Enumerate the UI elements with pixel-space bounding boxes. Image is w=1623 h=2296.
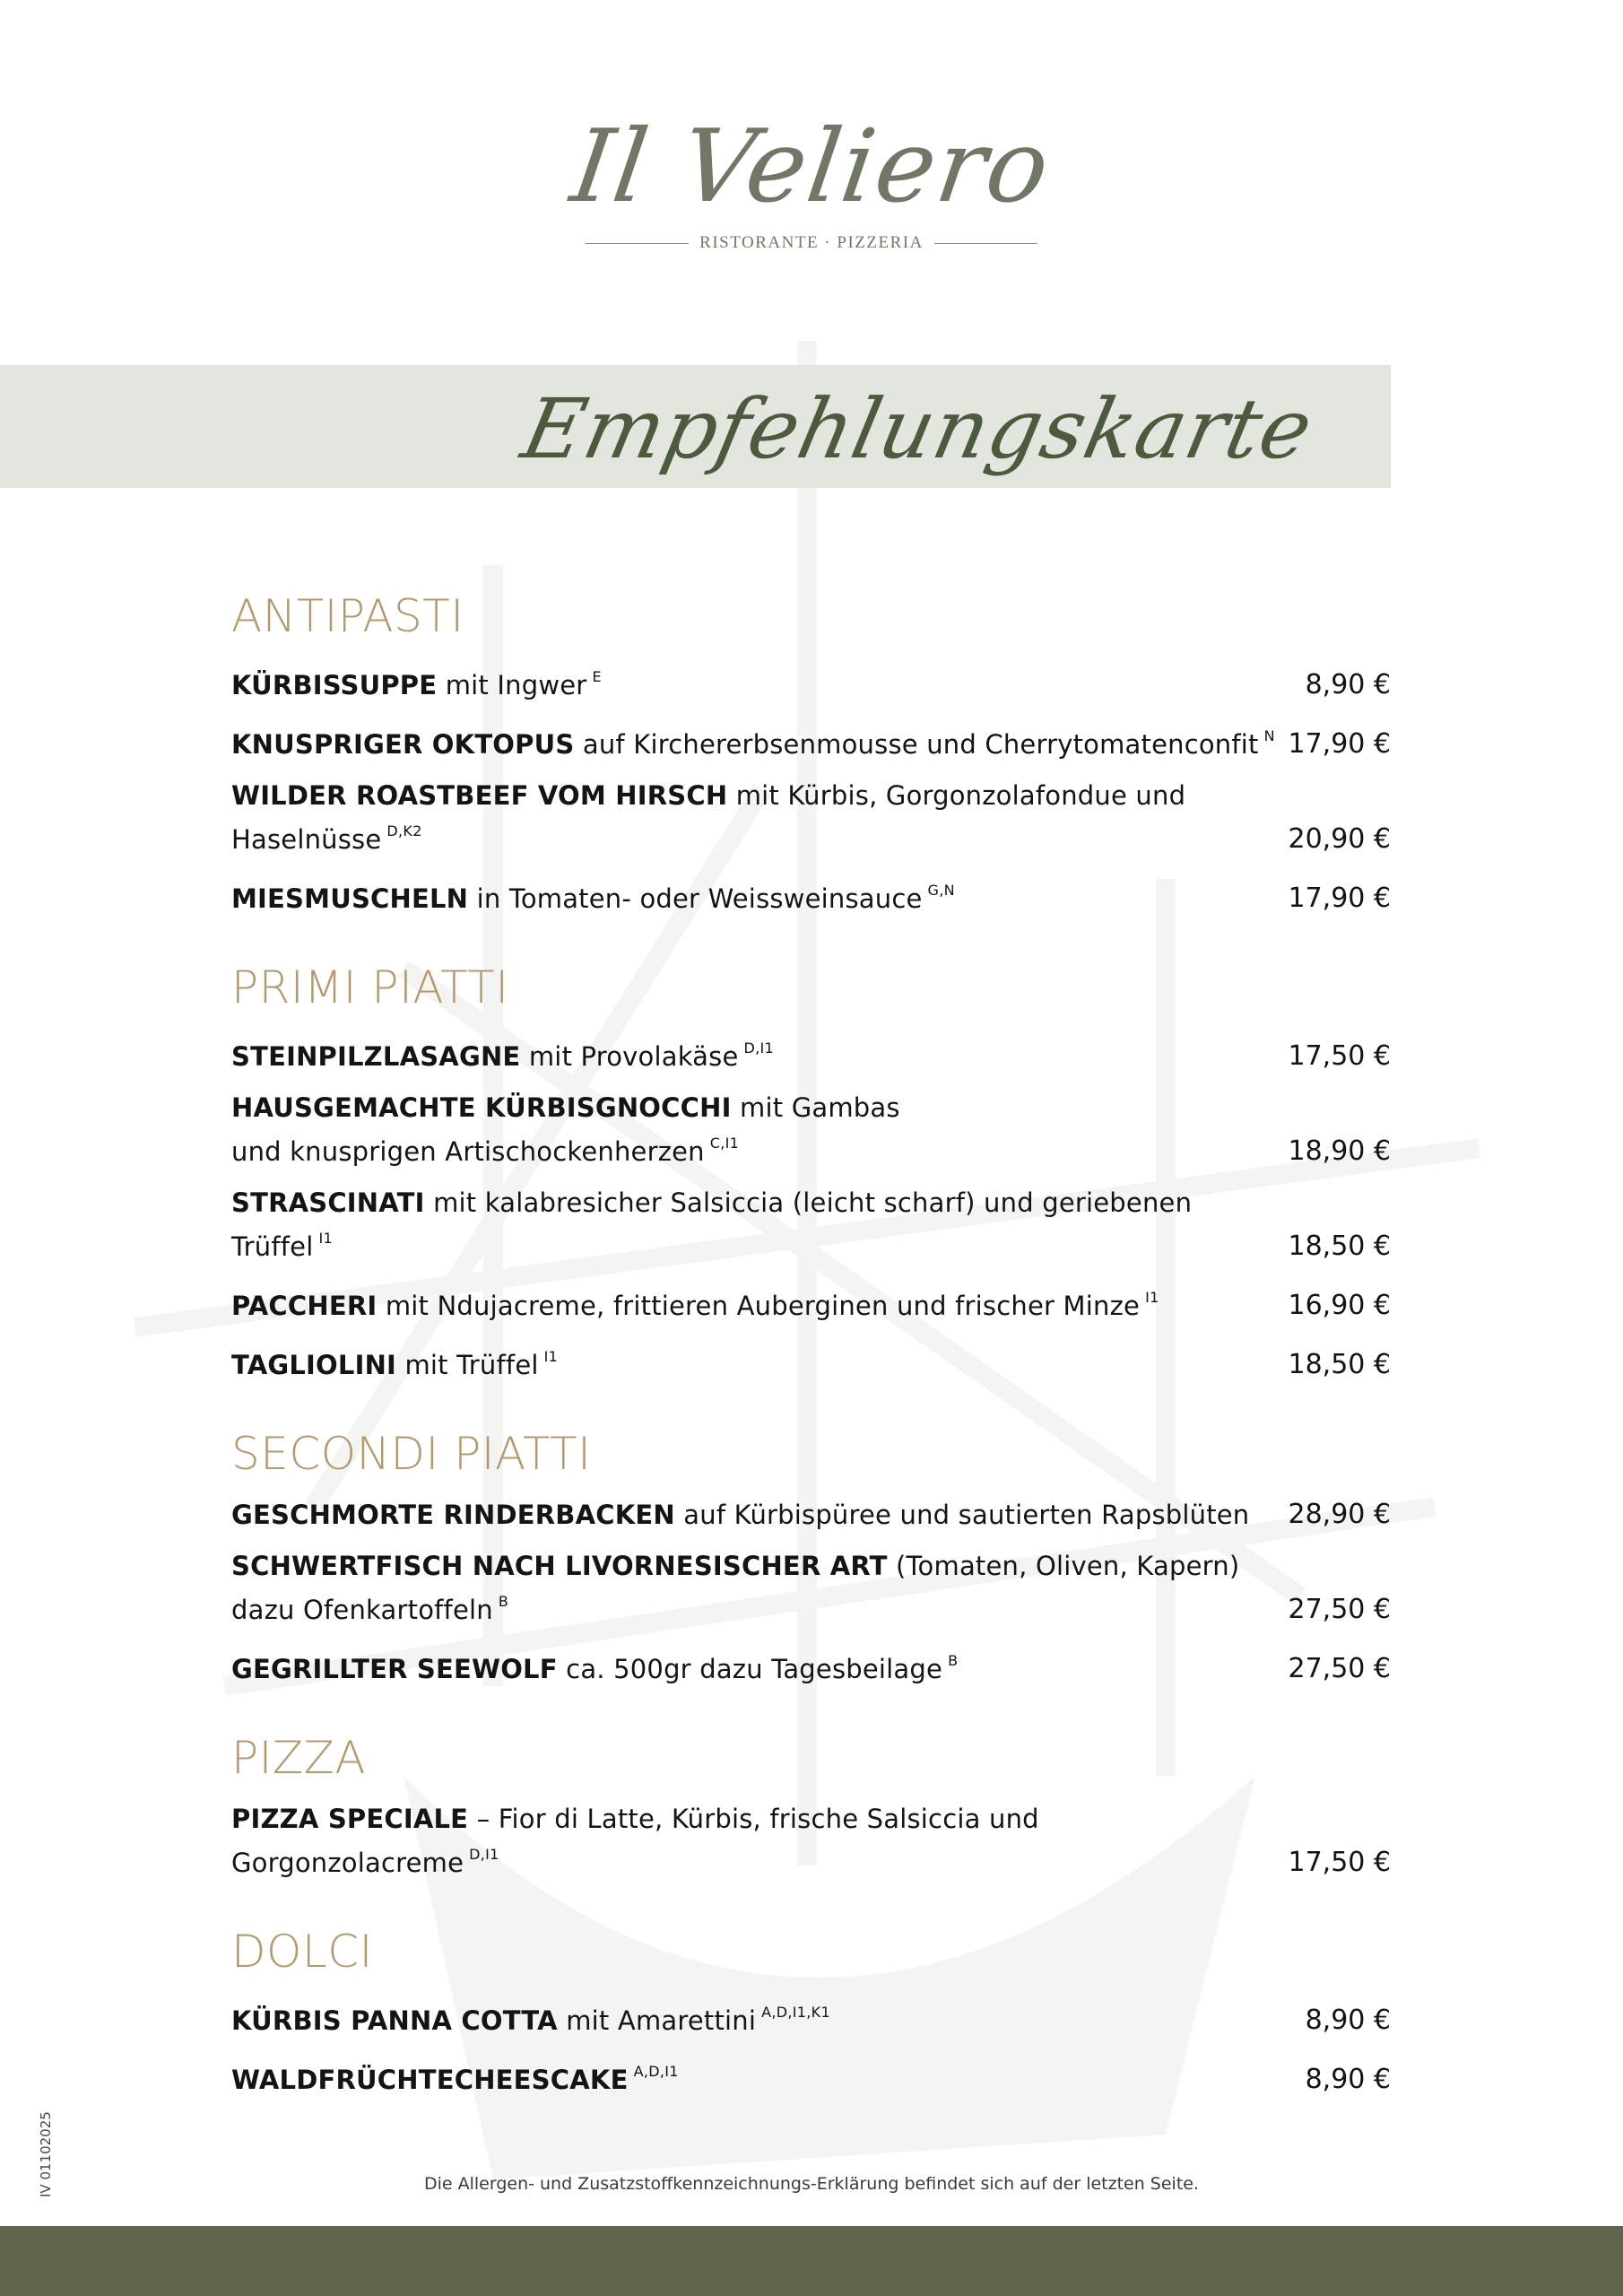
menu-item-text — [231, 1548, 1239, 1628]
dish-name: HAUSGEMACHTE KÜRBISGNOCCHI — [231, 1092, 732, 1123]
menu-item — [231, 1185, 1391, 1265]
dish-description: mit Gambas — [740, 1092, 900, 1123]
menu-item — [231, 1995, 1391, 2039]
dish-price: 18,50 € — [1288, 1231, 1391, 1262]
menu-item-text — [231, 1643, 958, 1687]
menu-item-text — [231, 1031, 774, 1074]
dish-name: GEGRILLTER SEEWOLF — [231, 1654, 558, 1684]
logo-name: Il Veliero — [565, 109, 1058, 225]
menu-content — [231, 592, 1391, 2144]
allergen-codes: C,I1 — [709, 1135, 740, 1152]
dish-name: TAGLIOLINI — [231, 1350, 397, 1380]
dish-description: mit Ndujacreme, frittieren Auberginen und frischer Minze — [385, 1291, 1141, 1321]
dish-description: – Fior di Latte, Kürbis, frische Salsiccia und Gorgonzolacreme — [231, 1804, 1039, 1878]
section-title: ANTIPASTI — [231, 590, 464, 642]
menu-section — [231, 1927, 1391, 2098]
version-code: IV 01102025 — [38, 2111, 54, 2197]
allergen-codes: E — [592, 668, 602, 685]
menu-section — [231, 1734, 1391, 1881]
dish-price: 27,50 € — [1288, 1594, 1391, 1625]
menu-item-text — [231, 778, 1275, 857]
dish-price: 28,90 € — [1288, 1499, 1391, 1530]
menu-item — [231, 873, 1391, 917]
allergen-codes: I1 — [318, 1230, 333, 1247]
dish-price: 8,90 € — [1305, 2064, 1391, 2095]
menu-item — [231, 778, 1391, 857]
menu-item-text — [231, 2054, 679, 2098]
page-title: Empfehlungskarte — [514, 381, 1322, 477]
menu-item — [231, 659, 1391, 703]
allergen-codes: A,D,I1,K1 — [761, 2004, 830, 2021]
menu-item-text — [231, 659, 602, 703]
menu-item-text — [231, 1185, 1275, 1265]
menu-item-text — [231, 1339, 558, 1383]
logo-subtitle: RISTORANTE · PIZZERIA — [699, 233, 924, 252]
menu-item — [231, 2054, 1391, 2098]
allergen-codes: N — [1263, 727, 1275, 744]
menu-item — [231, 1801, 1391, 1881]
allergen-codes: I1 — [1145, 1289, 1159, 1306]
allergen-codes: D,I1 — [743, 1039, 775, 1057]
menu-section — [231, 963, 1391, 1383]
allergen-codes: B — [948, 1652, 959, 1669]
dish-description: mit kalabresicher Salsiccia (leicht scharf) und geriebenen Trüffel — [231, 1187, 1193, 1262]
dish-description: auf Kirchererbsenmousse und Cherrytomatenconfit — [582, 729, 1259, 760]
menu-item — [231, 1339, 1391, 1383]
menu-item — [231, 1548, 1391, 1628]
section-title: PIZZA — [231, 1732, 367, 1784]
dish-name: SCHWERTFISCH NACH LIVORNESISCHER ART — [231, 1551, 888, 1581]
dish-name: GESCHMORTE RINDERBACKEN — [231, 1500, 675, 1530]
dish-price: 16,90 € — [1288, 1290, 1391, 1321]
divider — [934, 243, 1037, 244]
footer-bar — [0, 2226, 1623, 2296]
menu-item-text — [231, 1801, 1275, 1881]
dish-name: WALDFRÜCHTECHEESCAKE — [231, 2065, 629, 2095]
allergen-codes: D,I1 — [469, 1846, 499, 1863]
dish-price: 18,50 € — [1288, 1349, 1391, 1380]
dish-description: mit Kürbis, Gorgonzolafondue und Haselnüsse — [231, 780, 1186, 855]
menu-section — [231, 592, 1391, 917]
dish-name: STEINPILZLASAGNE — [231, 1041, 521, 1072]
logo-subtitle-row — [0, 233, 1623, 253]
menu-item-text — [231, 1280, 1159, 1324]
dish-description-line2: und knusprigen Artischockenherzen $^{C,I1}$ — [231, 1135, 740, 1167]
dish-name: KÜRBIS PANNA COTTA — [231, 2005, 558, 2036]
menu-item — [231, 1643, 1391, 1687]
dish-description: in Tomaten- oder Weissweinsauce — [476, 883, 923, 914]
allergen-codes: G,N — [927, 882, 955, 899]
restaurant-logo — [0, 109, 1623, 253]
menu-section — [231, 1430, 1391, 1687]
dish-description: auf Kürbispüree und sautierten Rapsblüten — [683, 1500, 1250, 1530]
dish-price: 17,90 € — [1288, 883, 1391, 914]
dish-price: 8,90 € — [1305, 2005, 1391, 2036]
title-banner — [0, 365, 1391, 488]
section-title: DOLCI — [231, 1926, 373, 1978]
dish-name: STRASCINATI — [231, 1187, 425, 1218]
dish-description: mit Provolakäse — [528, 1041, 739, 1072]
dish-name: PIZZA SPECIALE — [231, 1804, 469, 1834]
dish-description-line2: dazu Ofenkartoffeln $^B$ — [231, 1593, 509, 1625]
allergen-codes: I1 — [543, 1348, 559, 1365]
menu-item — [231, 718, 1391, 762]
divider — [586, 243, 689, 244]
menu-item-text — [231, 873, 955, 917]
allergen-codes: A,D,I1 — [633, 2063, 679, 2080]
allergen-codes: D,K2 — [386, 822, 422, 839]
dish-price: 18,90 € — [1288, 1135, 1391, 1167]
dish-description: mit Ingwer — [445, 670, 587, 700]
menu-item-text — [231, 1497, 1249, 1533]
menu-item — [231, 1031, 1391, 1074]
dish-price: 27,50 € — [1288, 1653, 1391, 1684]
menu-item — [231, 1090, 1391, 1170]
menu-item — [231, 1497, 1391, 1533]
menu-item-text — [231, 1090, 900, 1170]
section-title: SECONDI PIATTI — [231, 1428, 592, 1480]
allergen-codes: B — [498, 1593, 509, 1610]
dish-name: WILDER ROASTBEEF VOM HIRSCH — [231, 780, 728, 811]
menu-item-text — [231, 718, 1275, 762]
dish-price: 17,90 € — [1288, 728, 1391, 760]
menu-item — [231, 1280, 1391, 1324]
dish-price: 20,90 € — [1288, 823, 1391, 855]
menu-item-text — [231, 1995, 830, 2039]
dish-price: 8,90 € — [1305, 669, 1391, 700]
dish-name: MIESMUSCHELN — [231, 883, 469, 914]
section-title: PRIMI PIATTI — [231, 961, 509, 1013]
dish-price: 17,50 € — [1288, 1847, 1391, 1878]
dish-price: 17,50 € — [1288, 1040, 1391, 1072]
dish-description: mit Trüffel — [404, 1350, 539, 1380]
dish-description: mit Amarettini — [566, 2005, 757, 2036]
dish-description: (Tomaten, Oliven, Kapern) — [896, 1551, 1240, 1581]
dish-name: KÜRBISSUPPE — [231, 670, 438, 700]
dish-name: PACCHERI — [231, 1291, 378, 1321]
dish-description: ca. 500gr dazu Tagesbeilage — [566, 1654, 943, 1684]
dish-name: KNUSPRIGER OKTOPUS — [231, 729, 575, 760]
allergen-footnote: Die Allergen- und Zusatzstoffkennzeichnungs-Erklärung befindet sich auf der letzten Seite. — [423, 2174, 1200, 2194]
